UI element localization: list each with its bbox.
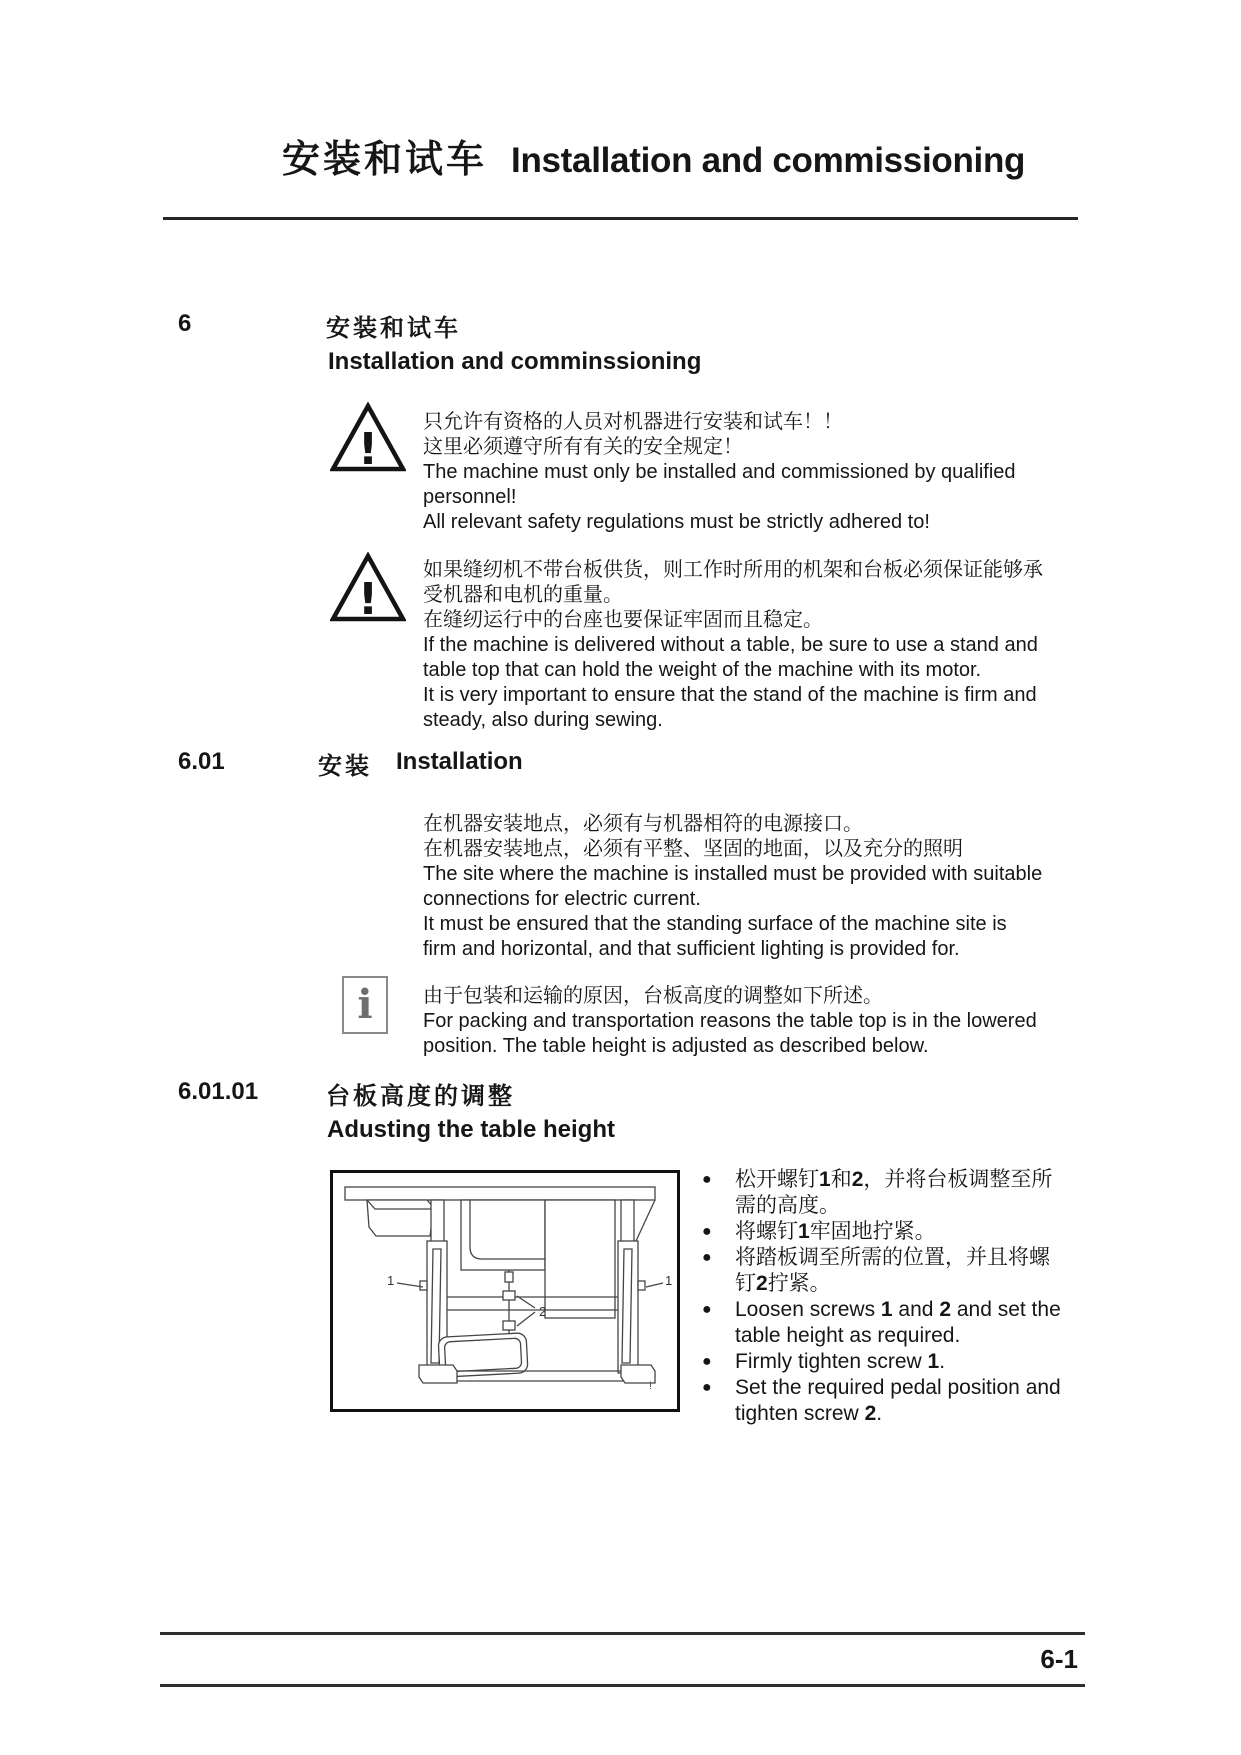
section-6-number: 6 [178,310,192,337]
text-line: All relevant safety regulations must be strictly adhered to! [423,511,930,533]
belt-guard [545,1200,615,1318]
text-line: steady, also during sewing. [423,709,663,731]
footer-rule-top [160,1632,1085,1635]
section-6-heading-en: Installation and comminssioning [328,348,702,375]
bullet-item [702,1167,1147,1219]
leader-right-1 [646,1283,663,1287]
text-line: 在缝纫运行中的台座也要保证牢固而且稳定。 [423,609,823,631]
page-title-en: Installation and commissioning [511,141,1026,180]
warning-triangle-icon [330,402,406,474]
bullet-marker-icon: ● [702,1379,712,1396]
text-line: 受机器和电机的重量。 [423,584,623,606]
warning-1-text [423,410,1016,535]
section-60101-heading-zh: 台板高度的调整 [326,1083,515,1110]
info-icon [342,976,388,1034]
tabletop [345,1187,655,1200]
section-6-heading-zh: 安装和试车 [326,315,461,342]
left-foot [419,1365,457,1383]
leader-2 [517,1296,535,1326]
bullet-text: 松开螺钉1和2，并将台板调整至所 需的高度。 [735,1168,1053,1217]
left-leg-upper [431,1200,444,1245]
text-line: It is very important to ensure that the stand of the machine is firm and [423,684,1037,706]
bullet-text: 将踏板调至所需的位置，并且将螺 钉2拧紧。 [735,1246,1050,1295]
text-line: 只允许有资格的人员对机器进行安装和试车！！ [423,411,843,433]
warning-exclamation-mark: ! [357,574,379,624]
bullet-marker-icon: ● [702,1301,712,1318]
rod-clamp-upper [503,1291,515,1300]
footer-rule-bottom [160,1684,1085,1687]
figure-mark: ! [649,1380,653,1392]
table-stand-figure [330,1170,680,1412]
section-601-number: 6.01 [178,748,225,775]
section-601-heading-en: Installation [396,748,523,775]
page-title-zh: 安装和试车 [282,139,488,181]
warning-exclamation-mark: ! [357,424,379,474]
section-60101-heading-en: Adusting the table height [327,1116,615,1143]
text-line: 如果缝纫机不带台板供货，则工作时所用的机架和台板必须保证能够承 [423,559,1043,581]
drawer [367,1200,434,1236]
bullet-marker-icon: ● [702,1249,712,1266]
text-line: The machine must only be installed and commissioned by qualified [423,461,1016,483]
warning-2-text [423,558,1043,733]
section-601-body [423,812,1042,962]
text-line: connections for electric current. [423,888,701,910]
page-title [282,128,1025,183]
text-line: personnel! [423,486,517,508]
stand-diagram [333,1173,677,1409]
bullet-text: Set the required pedal position and tighten screw 2. [735,1376,1061,1425]
text-line: If the machine is delivered without a table, be sure to use a stand and [423,634,1038,656]
right-leg-column [618,1241,638,1373]
text-line: For packing and transportation reasons the table top is in the lowered [423,1010,1037,1032]
text-line: 在机器安装地点，必须有平整、坚固的地面，以及充分的照明 [423,838,963,860]
bullet-text: Firmly tighten screw 1. [735,1350,946,1373]
page-number: 6-1 [1040,1644,1078,1674]
bullet-marker-icon: ● [702,1223,712,1240]
right-screw [638,1281,645,1290]
right-leg-upper [621,1200,634,1245]
text-line: It must be ensured that the standing surface of the machine site is [423,913,1007,935]
rod-clamp-lower [503,1321,515,1330]
text-line: firm and horizontal, and that sufficient lighting is provided for. [423,938,960,960]
figure-label-1-left: 1 [387,1273,395,1288]
info-note-text [423,984,1037,1059]
bullet-text: 将螺钉1牢固地拧紧。 [735,1220,936,1243]
text-line: The site where the machine is installed must be provided with suitable [423,863,1043,885]
bullet-text: Loosen screws 1 and 2 and set the table height as required. [735,1298,1061,1347]
bullet-marker-icon: ● [702,1171,712,1188]
left-screw [420,1281,427,1290]
bullet-item [702,1349,1147,1375]
adjustment-steps-list [702,1167,1147,1427]
bullet-item [702,1245,1147,1297]
bullet-marker-icon: ● [702,1353,712,1370]
figure-label-1-right: 1 [665,1273,673,1288]
section-60101-number: 6.01.01 [178,1078,259,1105]
warning-triangle-icon [330,552,406,624]
text-line: table top that can hold the weight of the machine with its motor. [423,659,982,681]
text-line: 这里必须遵守所有有关的安全规定！ [423,436,743,458]
leader-left-1 [397,1283,423,1287]
bullet-item [702,1297,1147,1349]
text-line: 由于包装和运输的原因，台板高度的调整如下所述。 [423,985,883,1007]
section-601-heading-zh: 安装 [318,753,372,780]
text-line: position. The table height is adjusted as described below. [423,1035,929,1057]
bullet-item [702,1219,1147,1245]
bullet-item [702,1375,1147,1427]
header-rule [163,217,1078,220]
text-line: 在机器安装地点，必须有与机器相符的电源接口。 [423,813,863,835]
info-icon-glyph: i [357,981,373,1028]
figure-label-2: 2 [539,1304,547,1319]
